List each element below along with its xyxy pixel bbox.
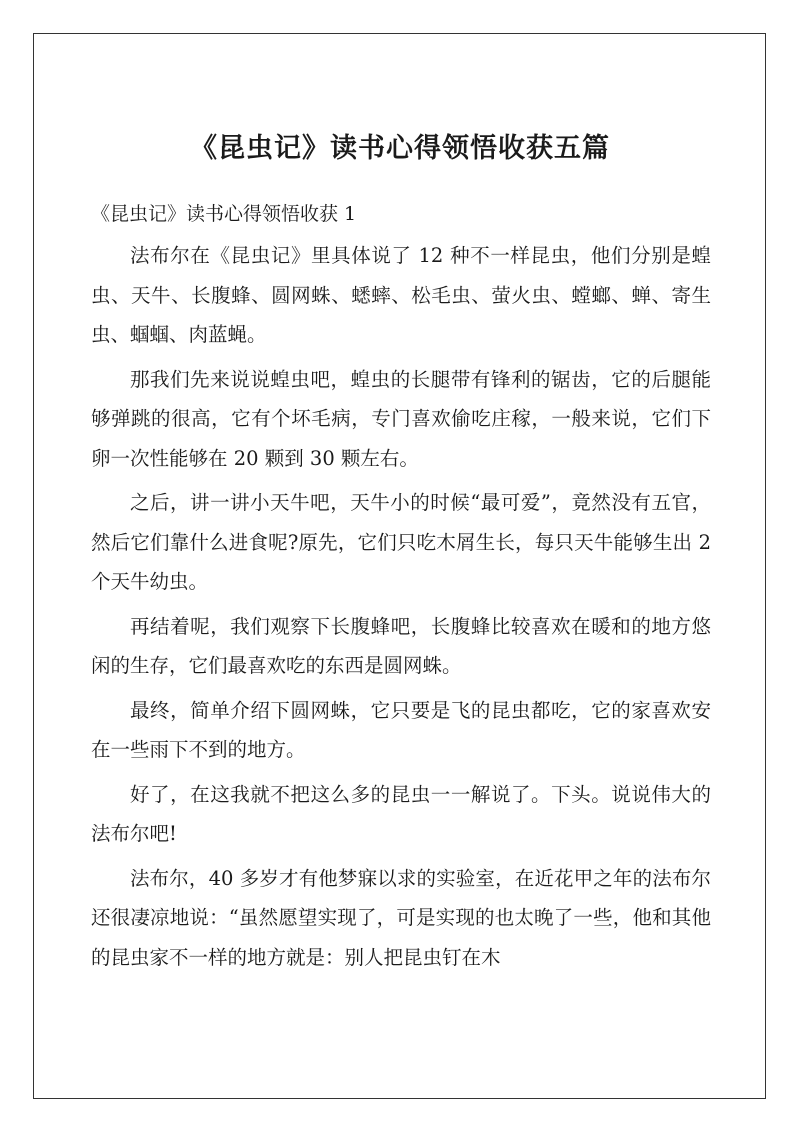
paragraph-5: 最终，简单介绍下圆网蛛，它只要是飞的昆虫都吃，它的家喜欢安在一些雨下不到的地方。 <box>91 698 711 761</box>
document-body <box>91 236 711 982</box>
document-title: 《昆虫记》读书心得领悟收获五篇 <box>190 133 610 164</box>
paragraph-2: 那我们先来说说蝗虫吧，蝗虫的长腿带有锋利的锯齿，它的后腿能够弹跳的很高，它有个坏毛病，专门喜欢偷吃庄稼，一般来说，它们下卵一次性能够在 20 颗到 30 颗左右。 <box>91 367 711 470</box>
paragraph-3: 之后，讲一讲小天牛吧，天牛小的时候“最可爱”，竟然没有五官，然后它们靠什么进食呢?原先，它们只吃木屑生长，每只天牛能够生出 2 个天牛幼虫。 <box>91 491 711 593</box>
paragraph-6: 好了，在这我就不把这么多的昆虫一一解说了。下头。说说伟大的法布尔吧! <box>91 782 711 845</box>
paragraph-1: 法布尔在《昆虫记》里具体说了 12 种不一样昆虫，他们分别是蝗虫、天牛、长腹蜂、圆网蛛、蟋蟀、松毛虫、萤火虫、螳螂、蝉、寄生虫、蝈蝈、肉蓝蝇。 <box>91 244 711 346</box>
section-heading: 《昆虫记》读书心得领悟收获 1 <box>91 203 357 225</box>
paragraph-4: 再结着呢，我们观察下长腹蜂吧，长腹蜂比较喜欢在暖和的地方悠闲的生存，它们最喜欢吃的东西是圆网蛛。 <box>91 614 711 677</box>
paragraph-7: 法布尔，40 多岁才有他梦寐以求的实验室，在近花甲之年的法布尔还很凄凉地说：“虽然愿望实现了，可是实现的也太晚了一些，他和其他的昆虫家不一样的地方就是：别人把昆虫钉在木 <box>91 866 711 969</box>
